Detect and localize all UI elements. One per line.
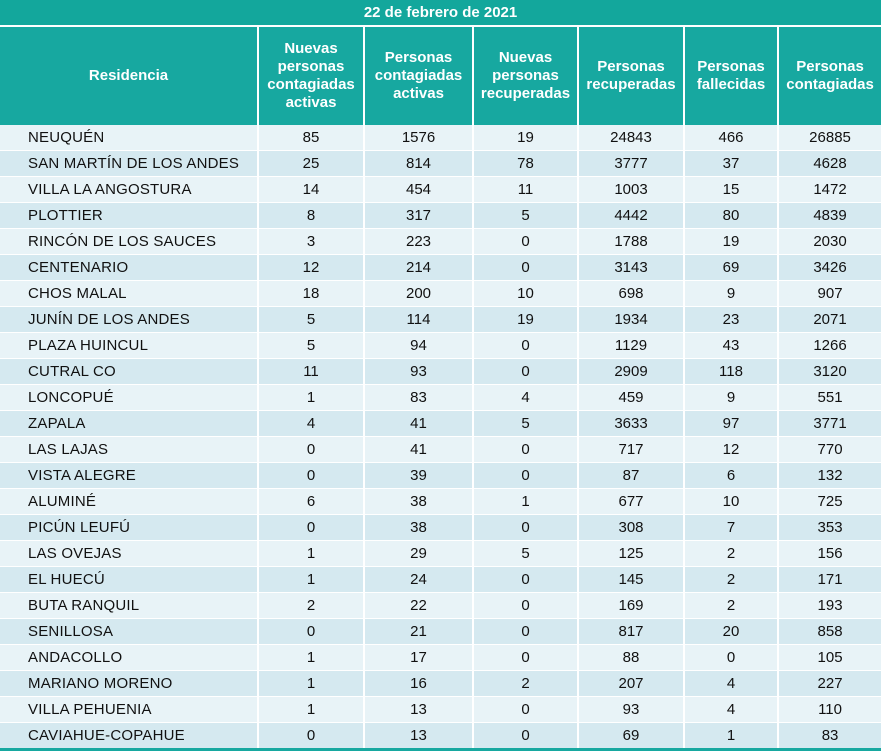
cell-recuperadas: 3777 [578, 151, 684, 177]
cell-contagiadas: 858 [778, 619, 881, 645]
cell-contagiadas: 2030 [778, 229, 881, 255]
cell-contagiadas-activas: 93 [364, 359, 473, 385]
cell-residencia: LAS LAJAS [0, 437, 258, 463]
cell-fallecidas: 19 [684, 229, 778, 255]
cell-nuevas-recuperadas: 0 [473, 567, 578, 593]
cell-contagiadas-activas: 39 [364, 463, 473, 489]
cell-residencia: PICÚN LEUFÚ [0, 515, 258, 541]
table-row [0, 645, 881, 671]
cell-nuevas-recuperadas: 0 [473, 437, 578, 463]
header-text: contagiadas [267, 76, 355, 93]
cell-residencia: CHOS MALAL [0, 281, 258, 307]
cell-nuevas-recuperadas: 0 [473, 333, 578, 359]
cell-contagiadas-activas: 13 [364, 723, 473, 749]
header-text: fallecidas [696, 76, 766, 93]
cell-residencia: CENTENARIO [0, 255, 258, 281]
cell-nuevas-contagiadas-activas: 2 [258, 593, 364, 619]
cell-recuperadas: 1129 [578, 333, 684, 359]
cell-fallecidas: 43 [684, 333, 778, 359]
cell-nuevas-recuperadas: 0 [473, 619, 578, 645]
cell-contagiadas-activas: 29 [364, 541, 473, 567]
table-row [0, 333, 881, 359]
cell-nuevas-recuperadas: 0 [473, 515, 578, 541]
cell-fallecidas: 9 [684, 385, 778, 411]
cell-nuevas-contagiadas-activas: 0 [258, 515, 364, 541]
cell-recuperadas: 87 [578, 463, 684, 489]
cell-nuevas-contagiadas-activas: 6 [258, 489, 364, 515]
cell-contagiadas-activas: 17 [364, 645, 473, 671]
cell-nuevas-contagiadas-activas: 0 [258, 463, 364, 489]
cell-contagiadas-activas: 41 [364, 411, 473, 437]
cell-recuperadas: 677 [578, 489, 684, 515]
cell-nuevas-contagiadas-activas: 12 [258, 255, 364, 281]
cell-residencia: CAVIAHUE-COPAHUE [0, 723, 258, 749]
title-row [0, 0, 881, 26]
cell-nuevas-contagiadas-activas: 14 [258, 177, 364, 203]
cell-fallecidas: 4 [684, 671, 778, 697]
table-body [0, 125, 881, 749]
cell-contagiadas: 4628 [778, 151, 881, 177]
cell-residencia: VISTA ALEGRE [0, 463, 258, 489]
table-row [0, 151, 881, 177]
cell-contagiadas-activas: 200 [364, 281, 473, 307]
cell-recuperadas: 717 [578, 437, 684, 463]
cell-fallecidas: 10 [684, 489, 778, 515]
cell-recuperadas: 24843 [578, 125, 684, 151]
cell-nuevas-recuperadas: 78 [473, 151, 578, 177]
table-row [0, 411, 881, 437]
cell-nuevas-contagiadas-activas: 0 [258, 723, 364, 749]
column-header-row [0, 26, 881, 125]
cell-residencia: NEUQUÉN [0, 125, 258, 151]
cell-residencia: JUNÍN DE LOS ANDES [0, 307, 258, 333]
cell-nuevas-contagiadas-activas: 0 [258, 619, 364, 645]
cell-residencia: PLAZA HUINCUL [0, 333, 258, 359]
cell-nuevas-contagiadas-activas: 8 [258, 203, 364, 229]
cell-contagiadas: 83 [778, 723, 881, 749]
cell-nuevas-recuperadas: 0 [473, 463, 578, 489]
cell-nuevas-contagiadas-activas: 25 [258, 151, 364, 177]
header-text: Personas [597, 58, 665, 75]
header-text: personas [492, 67, 559, 84]
cell-nuevas-contagiadas-activas: 1 [258, 671, 364, 697]
table-row [0, 385, 881, 411]
header-text: Nuevas [284, 40, 338, 57]
cell-residencia: ALUMINÉ [0, 489, 258, 515]
table-row [0, 281, 881, 307]
cell-nuevas-contagiadas-activas: 1 [258, 697, 364, 723]
cell-recuperadas: 1934 [578, 307, 684, 333]
cell-nuevas-contagiadas-activas: 0 [258, 437, 364, 463]
cell-contagiadas: 193 [778, 593, 881, 619]
cell-recuperadas: 207 [578, 671, 684, 697]
cell-contagiadas: 725 [778, 489, 881, 515]
cell-fallecidas: 6 [684, 463, 778, 489]
cell-contagiadas: 1472 [778, 177, 881, 203]
table-row [0, 593, 881, 619]
cell-nuevas-recuperadas: 0 [473, 723, 578, 749]
cell-contagiadas-activas: 317 [364, 203, 473, 229]
cell-recuperadas: 308 [578, 515, 684, 541]
cell-nuevas-contagiadas-activas: 11 [258, 359, 364, 385]
cell-fallecidas: 7 [684, 515, 778, 541]
header-nuevas-recuperadas [473, 26, 578, 125]
cell-residencia: BUTA RANQUIL [0, 593, 258, 619]
cell-fallecidas: 37 [684, 151, 778, 177]
table-row [0, 619, 881, 645]
table-row [0, 359, 881, 385]
report-date-title: 22 de febrero de 2021 [0, 0, 881, 26]
cell-residencia: PLOTTIER [0, 203, 258, 229]
cell-contagiadas: 770 [778, 437, 881, 463]
cell-contagiadas-activas: 83 [364, 385, 473, 411]
header-contagiadas-activas [364, 26, 473, 125]
cell-contagiadas: 551 [778, 385, 881, 411]
cell-recuperadas: 817 [578, 619, 684, 645]
cell-nuevas-recuperadas: 0 [473, 229, 578, 255]
cell-contagiadas: 26885 [778, 125, 881, 151]
header-text: Personas [796, 58, 864, 75]
cell-nuevas-contagiadas-activas: 18 [258, 281, 364, 307]
cell-contagiadas: 4839 [778, 203, 881, 229]
header-nuevas-contagiadas-activas [258, 26, 364, 125]
cell-contagiadas-activas: 223 [364, 229, 473, 255]
table-row [0, 177, 881, 203]
cell-residencia: LONCOPUÉ [0, 385, 258, 411]
table-row [0, 697, 881, 723]
cell-contagiadas: 3426 [778, 255, 881, 281]
cell-residencia: SAN MARTÍN DE LOS ANDES [0, 151, 258, 177]
header-text: contagiadas [374, 67, 463, 84]
cell-fallecidas: 97 [684, 411, 778, 437]
cell-nuevas-recuperadas: 0 [473, 359, 578, 385]
cell-recuperadas: 3143 [578, 255, 684, 281]
cell-residencia: EL HUECÚ [0, 567, 258, 593]
cell-contagiadas-activas: 214 [364, 255, 473, 281]
cell-contagiadas-activas: 454 [364, 177, 473, 203]
cell-recuperadas: 93 [578, 697, 684, 723]
cell-residencia: MARIANO MORENO [0, 671, 258, 697]
cell-recuperadas: 2909 [578, 359, 684, 385]
table-row [0, 437, 881, 463]
cell-nuevas-contagiadas-activas: 1 [258, 541, 364, 567]
cell-recuperadas: 698 [578, 281, 684, 307]
cell-contagiadas: 353 [778, 515, 881, 541]
cell-nuevas-recuperadas: 4 [473, 385, 578, 411]
header-residencia: Residencia [0, 26, 258, 125]
cell-contagiadas: 3120 [778, 359, 881, 385]
cell-residencia: VILLA LA ANGOSTURA [0, 177, 258, 203]
cell-recuperadas: 69 [578, 723, 684, 749]
cell-contagiadas-activas: 21 [364, 619, 473, 645]
table-row [0, 489, 881, 515]
cell-recuperadas: 4442 [578, 203, 684, 229]
cell-nuevas-recuperadas: 2 [473, 671, 578, 697]
cell-nuevas-recuperadas: 5 [473, 541, 578, 567]
cell-contagiadas-activas: 41 [364, 437, 473, 463]
cell-residencia: RINCÓN DE LOS SAUCES [0, 229, 258, 255]
cell-fallecidas: 2 [684, 593, 778, 619]
cell-nuevas-recuperadas: 0 [473, 255, 578, 281]
header-text: activas [285, 94, 337, 111]
cell-recuperadas: 145 [578, 567, 684, 593]
cell-fallecidas: 15 [684, 177, 778, 203]
cell-recuperadas: 88 [578, 645, 684, 671]
header-text: activas [393, 85, 444, 102]
cell-recuperadas: 1003 [578, 177, 684, 203]
cell-fallecidas: 2 [684, 567, 778, 593]
table-row [0, 671, 881, 697]
cell-contagiadas: 132 [778, 463, 881, 489]
cell-contagiadas-activas: 114 [364, 307, 473, 333]
cell-contagiadas-activas: 13 [364, 697, 473, 723]
cell-fallecidas: 80 [684, 203, 778, 229]
cell-nuevas-recuperadas: 11 [473, 177, 578, 203]
cell-nuevas-recuperadas: 5 [473, 411, 578, 437]
table-row [0, 463, 881, 489]
cell-contagiadas-activas: 38 [364, 515, 473, 541]
table-row [0, 125, 881, 151]
header-text: personas [277, 58, 345, 75]
cell-fallecidas: 20 [684, 619, 778, 645]
cell-recuperadas: 459 [578, 385, 684, 411]
table-row [0, 541, 881, 567]
header-text: recuperadas [586, 76, 676, 93]
cell-residencia: VILLA PEHUENIA [0, 697, 258, 723]
table-row [0, 203, 881, 229]
cell-contagiadas-activas: 38 [364, 489, 473, 515]
header-text: Nuevas [498, 49, 553, 66]
table-row [0, 515, 881, 541]
header-fallecidas [684, 26, 778, 125]
cell-contagiadas-activas: 24 [364, 567, 473, 593]
table-row [0, 307, 881, 333]
cell-recuperadas: 125 [578, 541, 684, 567]
header-recuperadas [578, 26, 684, 125]
cell-residencia: LAS OVEJAS [0, 541, 258, 567]
cell-nuevas-recuperadas: 19 [473, 307, 578, 333]
cell-nuevas-recuperadas: 1 [473, 489, 578, 515]
cell-contagiadas: 2071 [778, 307, 881, 333]
cell-fallecidas: 4 [684, 697, 778, 723]
cell-fallecidas: 9 [684, 281, 778, 307]
cell-contagiadas: 171 [778, 567, 881, 593]
header-text: Personas [697, 58, 765, 75]
cell-contagiadas-activas: 814 [364, 151, 473, 177]
cell-nuevas-recuperadas: 5 [473, 203, 578, 229]
header-text: recuperadas [480, 85, 571, 102]
table-row [0, 229, 881, 255]
cell-recuperadas: 1788 [578, 229, 684, 255]
cell-contagiadas: 227 [778, 671, 881, 697]
cell-nuevas-contagiadas-activas: 5 [258, 307, 364, 333]
cell-residencia: CUTRAL CO [0, 359, 258, 385]
cell-nuevas-recuperadas: 0 [473, 645, 578, 671]
cell-contagiadas: 105 [778, 645, 881, 671]
table-row [0, 723, 881, 749]
cell-contagiadas-activas: 1576 [364, 125, 473, 151]
cell-residencia: ZAPALA [0, 411, 258, 437]
cell-fallecidas: 2 [684, 541, 778, 567]
cell-recuperadas: 169 [578, 593, 684, 619]
cell-fallecidas: 23 [684, 307, 778, 333]
cell-nuevas-contagiadas-activas: 1 [258, 385, 364, 411]
cell-nuevas-recuperadas: 19 [473, 125, 578, 151]
cell-nuevas-contagiadas-activas: 5 [258, 333, 364, 359]
cell-contagiadas: 907 [778, 281, 881, 307]
table-row [0, 255, 881, 281]
cell-contagiadas-activas: 94 [364, 333, 473, 359]
cell-contagiadas: 3771 [778, 411, 881, 437]
header-text: Personas [384, 49, 453, 66]
cell-contagiadas: 156 [778, 541, 881, 567]
cell-fallecidas: 0 [684, 645, 778, 671]
cell-nuevas-contagiadas-activas: 85 [258, 125, 364, 151]
cell-nuevas-contagiadas-activas: 1 [258, 567, 364, 593]
cell-nuevas-recuperadas: 0 [473, 697, 578, 723]
cell-fallecidas: 118 [684, 359, 778, 385]
cell-residencia: SENILLOSA [0, 619, 258, 645]
cell-contagiadas: 1266 [778, 333, 881, 359]
header-text: contagiadas [786, 76, 874, 93]
cell-fallecidas: 69 [684, 255, 778, 281]
cell-residencia: ANDACOLLO [0, 645, 258, 671]
cell-nuevas-recuperadas: 10 [473, 281, 578, 307]
cell-nuevas-contagiadas-activas: 3 [258, 229, 364, 255]
cell-nuevas-contagiadas-activas: 4 [258, 411, 364, 437]
cell-contagiadas-activas: 16 [364, 671, 473, 697]
cell-contagiadas: 110 [778, 697, 881, 723]
cell-nuevas-recuperadas: 0 [473, 593, 578, 619]
table-row [0, 567, 881, 593]
cell-recuperadas: 3633 [578, 411, 684, 437]
cell-nuevas-contagiadas-activas: 1 [258, 645, 364, 671]
cell-fallecidas: 12 [684, 437, 778, 463]
cell-fallecidas: 1 [684, 723, 778, 749]
cell-contagiadas-activas: 22 [364, 593, 473, 619]
header-contagiadas [778, 26, 881, 125]
cell-fallecidas: 466 [684, 125, 778, 151]
